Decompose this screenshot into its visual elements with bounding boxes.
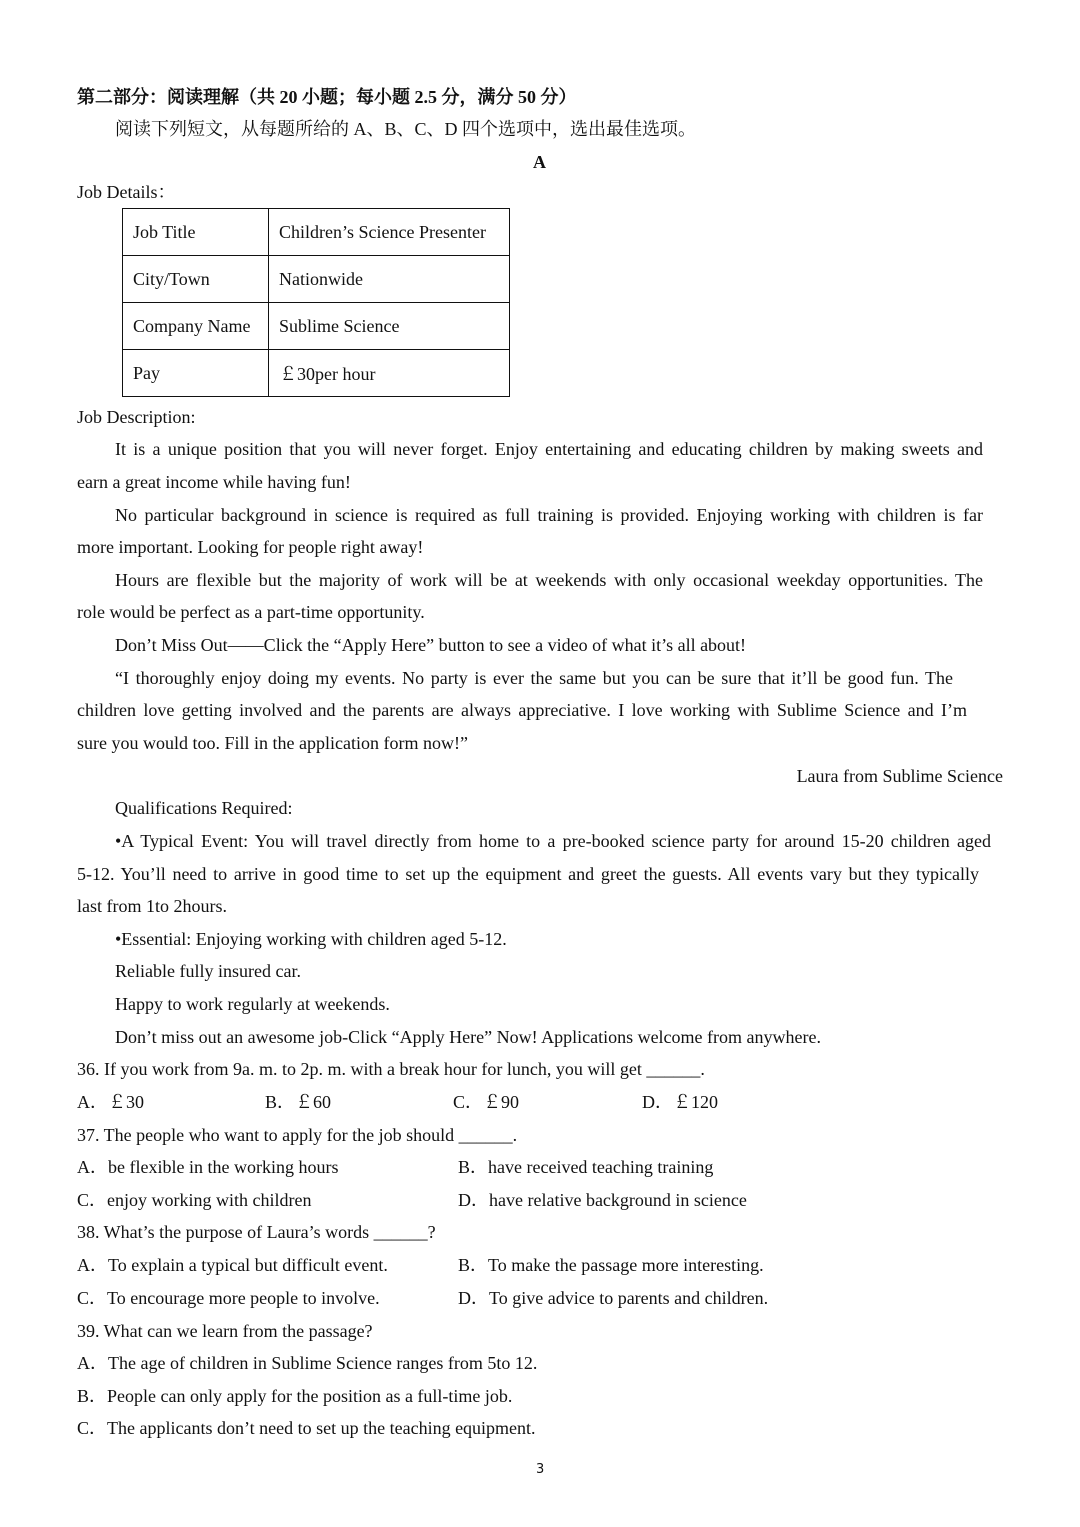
question-38-stem: 38. What’s the purpose of Laura’s words ______? [77, 1222, 436, 1242]
table-key: Company Name [123, 303, 269, 350]
question-39-stem: 39. What can we learn from the passage? [77, 1321, 373, 1341]
job-description-label: Job Description: [77, 407, 196, 427]
option: C．To encourage more people to involve. [77, 1288, 380, 1308]
option: D．To give advice to parents and children. [458, 1288, 769, 1308]
table-row [123, 256, 510, 303]
paragraph-line: Don’t miss out an awesome job-Click “Apply Here” Now! Applications welcome from anywhere. [115, 1027, 821, 1047]
option: A．be flexible in the working hours [77, 1157, 339, 1177]
signature: Laura from Sublime Science [796, 766, 1003, 786]
table-key: City/Town [123, 256, 269, 303]
question-36-stem: 36. If you work from 9a. m. to 2p. m. with a break hour for lunch, you will get ______. [77, 1059, 705, 1079]
option: C．￡90 [453, 1092, 520, 1112]
paragraph-line: It is a unique position that you will never forget. Enjoy entertaining and educating children by making sweets and [115, 439, 983, 459]
qualifications-label: Qualifications Required: [115, 798, 293, 818]
job-details-label: Job Details： [77, 182, 176, 202]
paragraph-line: Reliable fully insured car. [115, 961, 301, 981]
option: C．The applicants don’t need to set up the teaching equipment. [77, 1418, 536, 1438]
table-key: Pay [123, 350, 269, 397]
passage-label: A [533, 152, 546, 172]
table-value: Children’s Science Presenter [269, 209, 510, 256]
option: A．The age of children in Sublime Science ranges from 5to 12. [77, 1353, 538, 1373]
paragraph-line: “I thoroughly enjoy doing my events. No party is ever the same but you can be sure that it’ll be good fun. The [115, 668, 953, 688]
job-details-table [122, 208, 510, 397]
paragraph-line: •Essential: Enjoying working with children aged 5-12. [115, 929, 507, 949]
option: B．People can only apply for the position as a full-time job. [77, 1386, 513, 1406]
option: C．enjoy working with children [77, 1190, 312, 1210]
table-value: ￡30per hour [269, 350, 510, 397]
page-number: 3 [536, 1462, 545, 1477]
instruction: 阅读下列短文，从每题所给的 A、B、C、D 四个选项中，选出最佳选项。 [115, 119, 697, 139]
paragraph-line: children love getting involved and the parents are always appreciative. I love working with Sublime Science and I’m [77, 700, 967, 720]
paragraph-line: 5-12. You’ll need to arrive in good time to set up the equipment and greet the guests. All events vary but they typically [77, 864, 979, 884]
paragraph-line: more important. Looking for people right away! [77, 537, 424, 557]
paragraph-line: No particular background in science is required as full training is provided. Enjoying working with children is far [115, 505, 983, 525]
option: B．have received teaching training [458, 1157, 714, 1177]
option: A．￡30 [77, 1092, 144, 1112]
table-value: Nationwide [269, 256, 510, 303]
option: B．￡60 [265, 1092, 332, 1112]
paragraph-line: Happy to work regularly at weekends. [115, 994, 390, 1014]
section-title: 第二部分：阅读理解（共 20 小题；每小题 2.5 分，满分 50 分） [77, 87, 577, 107]
question-37-stem: 37. The people who want to apply for the job should ______. [77, 1125, 518, 1145]
paragraph-line: •A Typical Event: You will travel directly from home to a pre-booked science party for around 15-20 children aged [115, 831, 991, 851]
paragraph-line: Hours are flexible but the majority of work will be at weekends with only occasional weekday opportunities. The [115, 570, 983, 590]
table-row [123, 303, 510, 350]
option: A．To explain a typical but difficult event. [77, 1255, 388, 1275]
option: D．￡120 [642, 1092, 718, 1112]
paragraph-line: Don’t Miss Out——Click the “Apply Here” button to see a video of what it’s all about! [115, 635, 747, 655]
paragraph-line: sure you would too. Fill in the application form now!” [77, 733, 468, 753]
table-row [123, 350, 510, 397]
option: B．To make the passage more interesting. [458, 1255, 764, 1275]
table-row [123, 209, 510, 256]
table-value: Sublime Science [269, 303, 510, 350]
table-key: Job Title [123, 209, 269, 256]
paragraph-line: role would be perfect as a part-time opportunity. [77, 602, 425, 622]
paragraph-line: earn a great income while having fun! [77, 472, 351, 492]
paragraph-line: last from 1to 2hours. [77, 896, 227, 916]
option: D．have relative background in science [458, 1190, 747, 1210]
